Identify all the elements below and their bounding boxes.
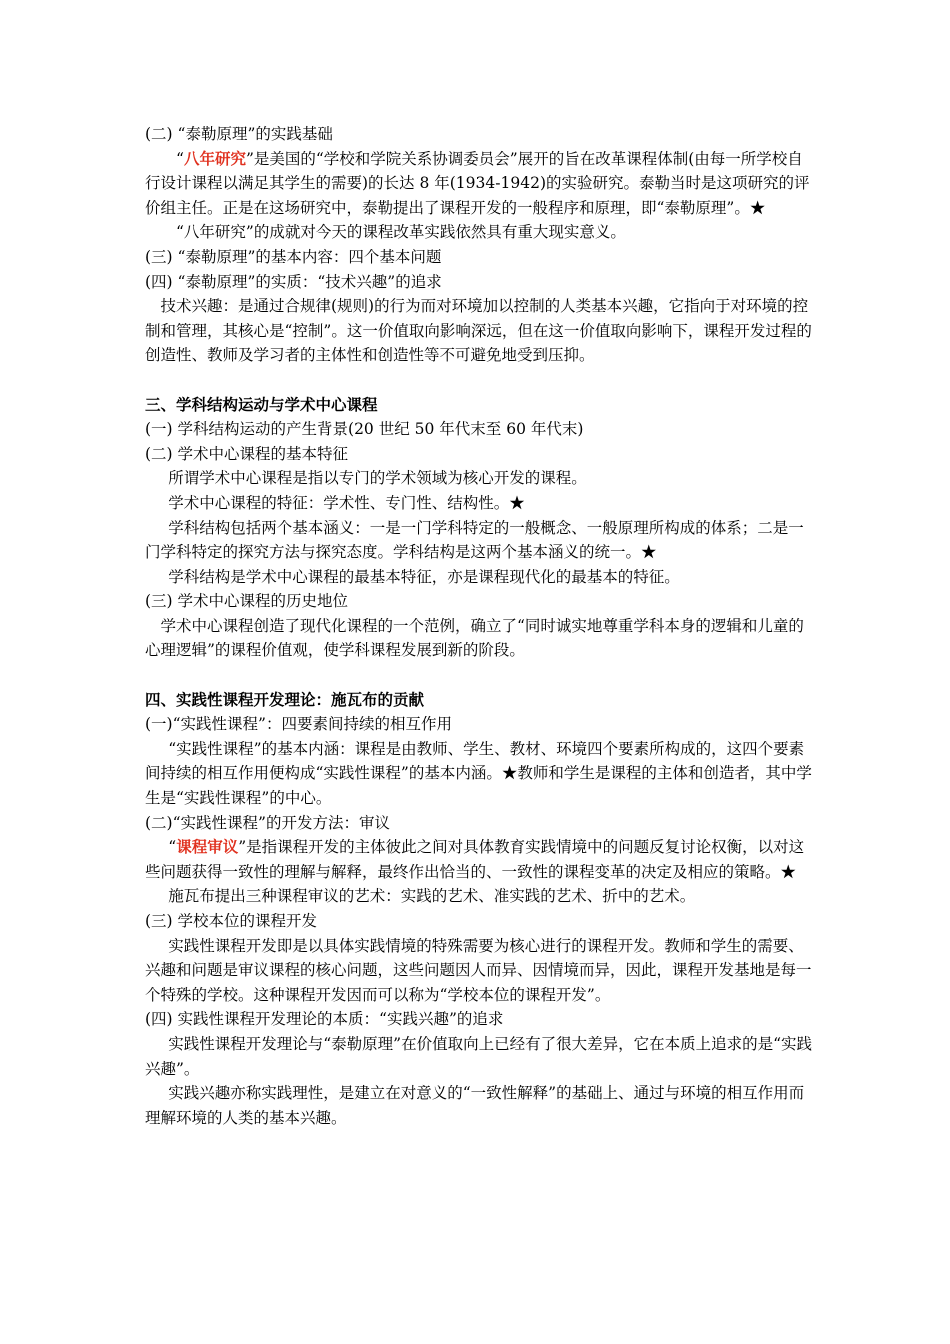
- paragraph-deliberation-arts: 施瓦布提出三种课程审议的艺术：实践的艺术、准实践的艺术、折中的艺术。: [168, 887, 696, 906]
- paragraph-discipline-structure: 学科结构包括两个基本涵义：一是一门学科特定的一般概念、一般原理所构成的体系；二是一门学科特定的探究方法与探究态度。学科结构是这两个基本涵义的统一。★: [145, 518, 804, 562]
- subsection-heading-4-3: (三) 学校本位的课程开发: [145, 912, 318, 930]
- paragraph-eight-year-study: [145, 147, 813, 221]
- subsection-heading-4-4: (四) 实践性课程开发理论的本质：“实践兴趣”的追求: [145, 1010, 504, 1029]
- subsection-heading-4-2: (二)“实践性课程”的开发方法：审议: [145, 813, 390, 832]
- subsection-heading-3-2: (二) 学术中心课程的基本特征: [145, 444, 349, 463]
- paragraph-text: ”是指课程开发的主体彼此之间对具体教育实践情境中的问题反复讨论权衡，以对这些问题获得一致性的理解与解释，最终作出恰当的、一致性的课程变革的决定及相应的策略。★: [145, 838, 805, 881]
- paragraph-practical-curriculum: “实践性课程”的基本内涵：课程是由教师、学生、教材、环境四个要素所构成的，这四个要素间持续的相互作用便构成“实践性课程”的基本内涵。★教师和学生是课程的主体和创造者，其中学生是“实践性课程”的中心。: [145, 739, 812, 808]
- subsection-heading-3-1: (一) 学科结构运动的产生背景(20 世纪 50 年代末至 60 年代末): [145, 420, 584, 439]
- document-page: [145, 122, 813, 1130]
- highlight-term-curriculum-deliberation: 课程审议: [176, 837, 239, 857]
- subsection-heading-3-3: (三) 学术中心课程的历史地位: [145, 592, 349, 611]
- paragraph-practical-theory: 实践性课程开发理论与“泰勒原理”在价值取向上已经有了很大差异，它在本质上追求的是“实践兴趣”。: [145, 1034, 813, 1078]
- paragraph-eight-year-significance: “八年研究”的成就对今天的课程改革实践依然具有重大现实意义。: [176, 223, 626, 242]
- paragraph-academic-curriculum-features: 学术中心课程的特征：学术性、专门性、结构性。★: [168, 493, 525, 512]
- subsection-heading-2-4: (四) “泰勒原理”的实质：“技术兴趣”的追求: [145, 272, 442, 291]
- paragraph-historical-status: 学术中心课程创造了现代化课程的一个范例，确立了“同时诚实地尊重学科本身的逻辑和儿童的心理逻辑”的课程价值观，使学科课程发展到新的阶段。: [145, 616, 804, 660]
- paragraph-curriculum-deliberation: [145, 835, 813, 884]
- paragraph-academic-curriculum-definition: 所谓学术中心课程是指以专门的学术领域为核心开发的课程。: [168, 469, 587, 488]
- paragraph-discipline-structure-feature: 学科结构是学术中心课程的最基本特征，亦是课程现代化的最基本的特征。: [168, 567, 680, 586]
- paragraph-school-based: 实践性课程开发即是以具体实践情境的特殊需要为核心进行的课程开发。教师和学生的需要、兴趣和问题是审议课程的核心问题，这些问题因人而异、因情境而异，因此，课程开发基地是每一个特殊的学校。这种课程开发因而可以称为“学校本位的课程开发”。: [145, 936, 812, 1004]
- spacer: [145, 368, 813, 393]
- paragraph-practical-interest: 实践兴趣亦称实践理性，是建立在对意义的“一致性解释”的基础上、通过与环境的相互作用而理解环境的人类的基本兴趣。: [145, 1084, 805, 1127]
- subsection-heading-4-1: (一)“实践性课程”：四要素间持续的相互作用: [145, 715, 452, 734]
- quote-open: “: [176, 149, 184, 168]
- paragraph-technical-interest: 技术兴趣：是通过合规律(规则)的行为而对环境加以控制的人类基本兴趣，它指向于对环境的控制和管理，其核心是“控制”。这一价值取向影响深远，但在这一价值取向影响下，课程开发过程的创造性、教师及学习者的主体性和创造性等不可避免地受到压抑。: [145, 297, 812, 365]
- subsection-heading-2-3: (三) “泰勒原理”的基本内容：四个基本问题: [145, 247, 442, 266]
- highlight-term-eight-year-study: 八年研究: [183, 148, 246, 168]
- paragraph-text: ”是美国的“学校和学院关系协调委员会”展开的旨在改革课程体制(由每一所学校自行设计课程以满足其学生的需要)的长达 8 年(1934-1942)的实验研究。泰勒当时是这项研究的评价组主任。正是在这场研究中，泰勒提出了课程开发的一般程序和原理，即“泰勒原理”。★: [145, 149, 810, 217]
- section-heading-4: 四、实践性课程开发理论：施瓦布的贡献: [145, 689, 425, 709]
- subsection-heading-2-2: (二) “泰勒原理”的实践基础: [145, 125, 333, 143]
- spacer: [145, 663, 813, 688]
- section-heading-3: 三、学科结构运动与学术中心课程: [145, 394, 378, 414]
- quote-open: “: [168, 838, 177, 857]
